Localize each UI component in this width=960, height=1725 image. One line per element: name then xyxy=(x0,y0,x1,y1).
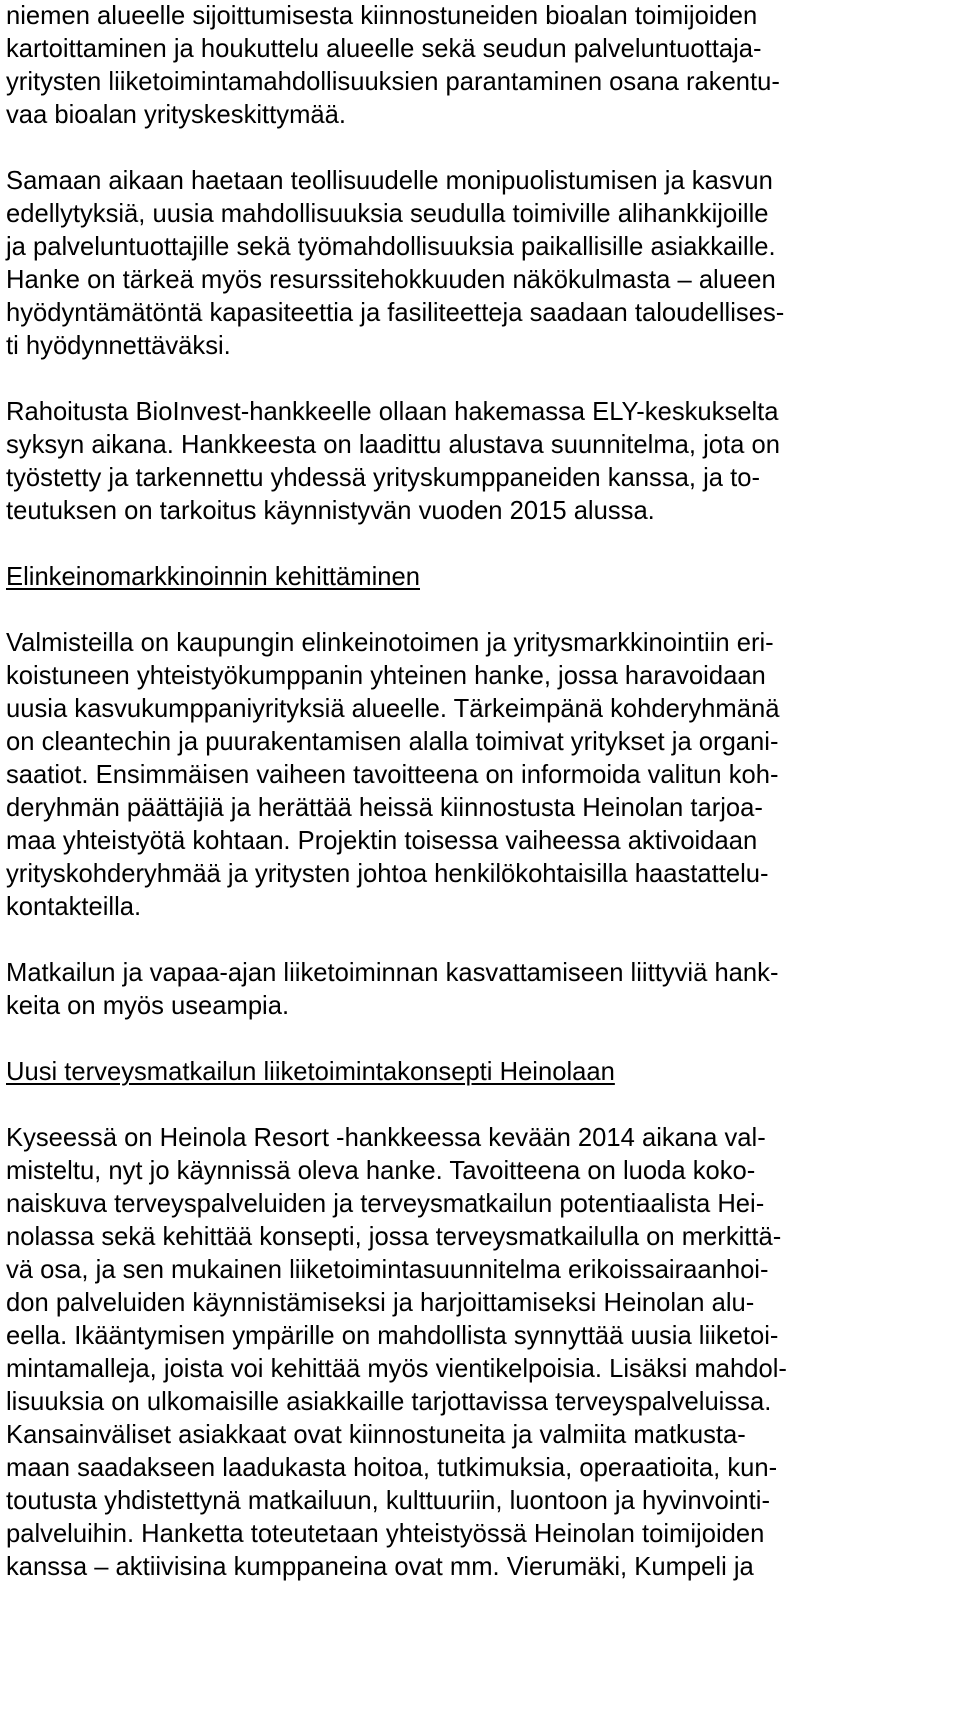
text-line: don palveluiden käynnistämiseksi ja harjoittamiseksi Heinolan alu- xyxy=(6,1289,755,1317)
paragraph-gap xyxy=(6,528,954,561)
text-line: koistuneen yhteistyökumppanin yhteinen hanke, jossa haravoidaan xyxy=(6,662,766,690)
text-line: ti hyödynnettäväksi. xyxy=(6,332,231,360)
text-line: Matkailun ja vapaa-ajan liiketoiminnan kasvattamiseen liittyviä hank- xyxy=(6,959,779,987)
text-line: nolassa sekä kehittää konsepti, jossa terveysmatkailulla on merkittä- xyxy=(6,1223,782,1251)
paragraph-marketing-project xyxy=(6,627,954,924)
text-line: keita on myös useampia. xyxy=(6,992,290,1020)
text-line: teutuksen on tarkoitus käynnistyvän vuoden 2015 alussa. xyxy=(6,497,655,525)
text-line: maa yhteistyötä kohtaan. Projektin toisessa vaiheessa aktivoidaan xyxy=(6,827,758,855)
text-line: yrityskohderyhmää ja yritysten johtoa henkilökohtaisilla haastattelu- xyxy=(6,860,769,888)
section-heading-terveysmatkailu xyxy=(6,1056,954,1089)
text-line: saatiot. Ensimmäisen vaiheen tavoitteena on informoida valitun koh- xyxy=(6,761,779,789)
paragraph-heinola-resort xyxy=(6,1122,954,1584)
text-line: Rahoitusta BioInvest-hankkeelle ollaan hakemassa ELY-keskukselta xyxy=(6,398,779,426)
text-line: uusia kasvukumppaniyrityksiä alueelle. Tärkeimpänä kohderyhmänä xyxy=(6,695,780,723)
text-line: naiskuva terveyspalveluiden ja terveysmatkailun potentiaalista Hei- xyxy=(6,1190,765,1218)
text-line: Valmisteilla on kaupungin elinkeinotoimen ja yritysmarkkinointiin eri- xyxy=(6,629,774,657)
text-line: kartoittaminen ja houkuttelu alueelle sekä seudun palveluntuottaja- xyxy=(6,35,762,63)
paragraph-gap xyxy=(6,1089,954,1122)
heading-text: Elinkeinomarkkinoinnin kehittäminen xyxy=(6,563,420,591)
paragraph-industry-diversification xyxy=(6,165,954,363)
text-line: kontakteilla. xyxy=(6,893,142,921)
text-line: eella. Ikääntymisen ympärille on mahdollista synnyttää uusia liiketoi- xyxy=(6,1322,779,1350)
text-line: ja palveluntuottajille sekä työmahdollisuuksia paikallisille asiakkaille. xyxy=(6,233,776,261)
text-line: deryhmän päättäjiä ja herättää heissä kiinnostusta Heinolan tarjoa- xyxy=(6,794,763,822)
text-line: vä osa, ja sen mukainen liiketoimintasuunnitelma erikoissairaanhoi- xyxy=(6,1256,769,1284)
paragraph-gap xyxy=(6,924,954,957)
text-line: syksyn aikana. Hankkeesta on laadittu alustava suunnitelma, jota on xyxy=(6,431,780,459)
paragraph-gap xyxy=(6,363,954,396)
text-line: misteltu, nyt jo käynnissä oleva hanke. Tavoitteena on luoda koko- xyxy=(6,1157,756,1185)
text-line: toutusta yhdistettynä matkailuun, kulttuuriin, luontoon ja hyvinvointi- xyxy=(6,1487,770,1515)
text-line: työstetty ja tarkennettu yhdessä yrityskumppaneiden kanssa, ja to- xyxy=(6,464,760,492)
paragraph-gap xyxy=(6,594,954,627)
heading-text: Uusi terveysmatkailun liiketoimintakonsepti Heinolaan xyxy=(6,1058,615,1086)
text-line: mintamalleja, joista voi kehittää myös vientikelpoisia. Lisäksi mahdol- xyxy=(6,1355,787,1383)
text-line: palveluihin. Hanketta toteutetaan yhteistyössä Heinolan toimijoiden xyxy=(6,1520,765,1548)
text-line: maan saadakseen laadukasta hoitoa, tutkimuksia, operaatioita, kun- xyxy=(6,1454,778,1482)
text-line: kanssa – aktiivisina kumppaneina ovat mm. Vierumäki, Kumpeli ja xyxy=(6,1553,754,1581)
paragraph-bioinvest-funding xyxy=(6,396,954,528)
text-line: Kyseessä on Heinola Resort -hankkeessa kevään 2014 aikana val- xyxy=(6,1124,766,1152)
paragraph-gap xyxy=(6,1023,954,1056)
text-line: Kansainväliset asiakkaat ovat kiinnostuneita ja valmiita matkusta- xyxy=(6,1421,746,1449)
text-line: edellytyksiä, uusia mahdollisuuksia seudulla toimiville alihankkijoille xyxy=(6,200,769,228)
paragraph-tourism-projects xyxy=(6,957,954,1023)
paragraph-gap xyxy=(6,132,954,165)
text-line: Samaan aikaan haetaan teollisuudelle monipuolistumisen ja kasvun xyxy=(6,167,773,195)
document-page xyxy=(6,0,954,1584)
text-line: hyödyntämätöntä kapasiteettia ja fasiliteetteja saadaan taloudellises- xyxy=(6,299,785,327)
text-line: niemen alueelle sijoittumisesta kiinnostuneiden bioalan toimijoiden xyxy=(6,2,758,30)
text-line: Hanke on tärkeä myös resurssitehokkuuden näkökulmasta – alueen xyxy=(6,266,776,294)
text-line: lisuuksia on ulkomaisille asiakkaille tarjottavissa terveyspalveluissa. xyxy=(6,1388,772,1416)
text-line: yritysten liiketoimintamahdollisuuksien parantaminen osana rakentu- xyxy=(6,68,780,96)
text-line: on cleantechin ja puurakentamisen alalla toimivat yritykset ja organi- xyxy=(6,728,779,756)
section-heading-elinkeinomarkkinointi xyxy=(6,561,954,594)
text-line: vaa bioalan yrityskeskittymää. xyxy=(6,101,346,129)
paragraph-bioala-intro xyxy=(6,0,954,132)
